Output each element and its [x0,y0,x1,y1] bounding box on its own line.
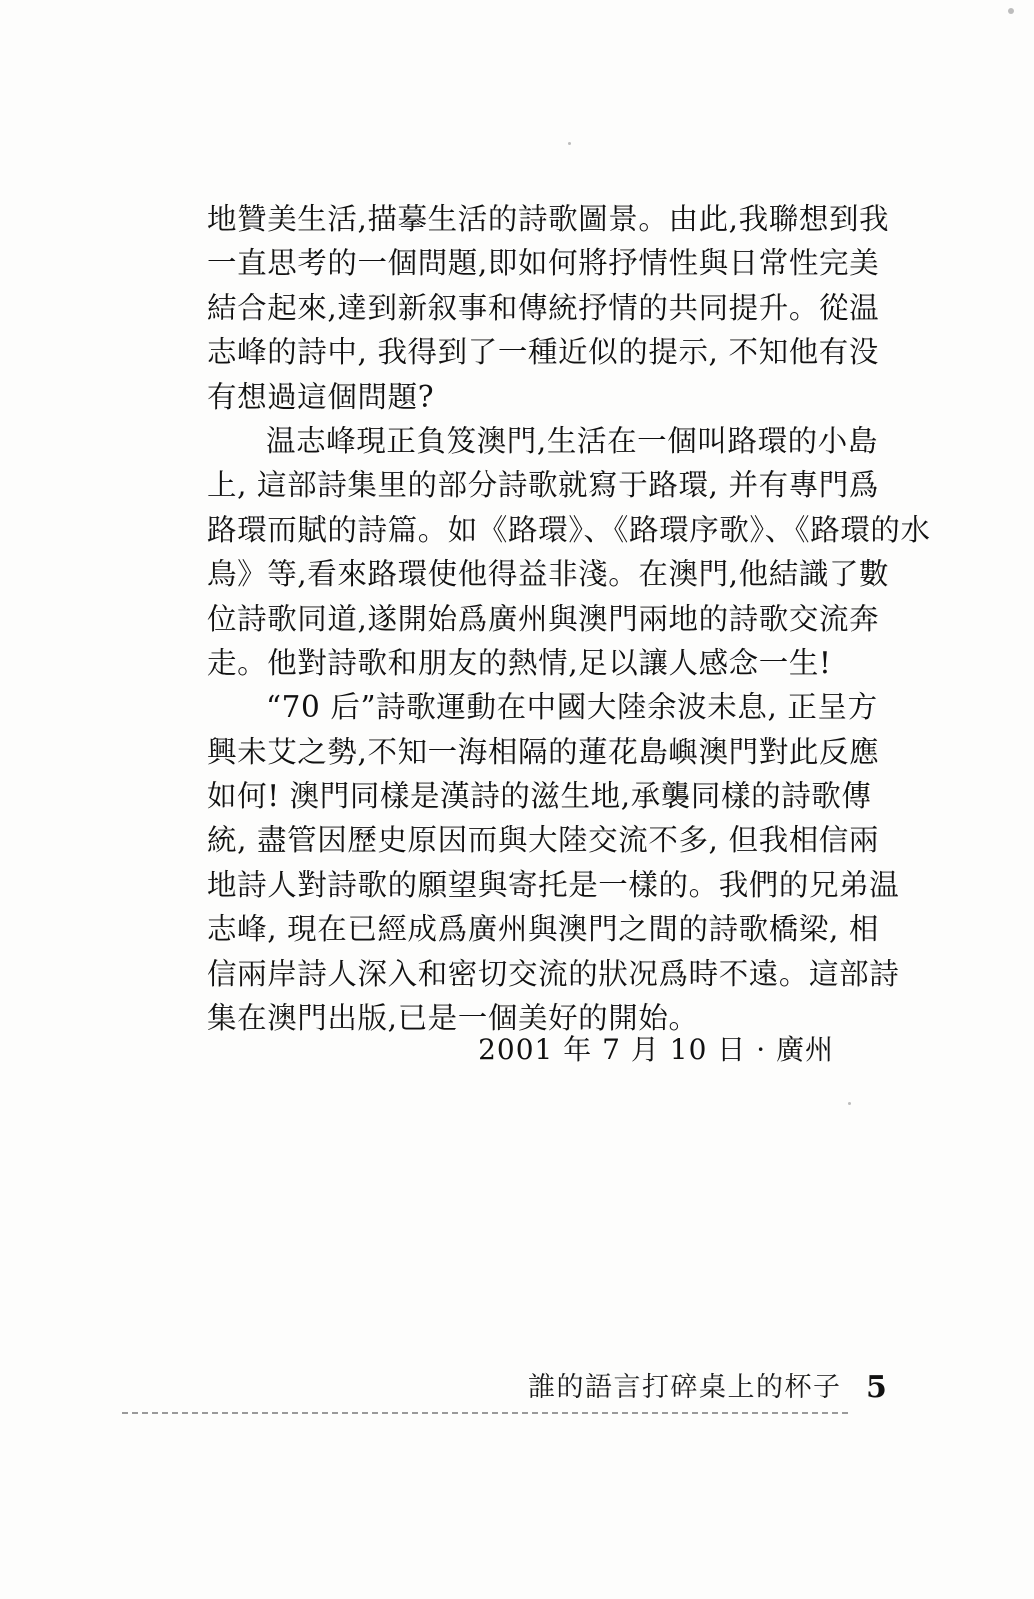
scan-speck [1008,8,1014,14]
paragraph-start-line: 温志峰現正負笈澳門,生活在一個叫路環的小島 [266,423,878,458]
text-line: 鳥》等,看來路環使他得益非淺。在澳門,他結識了數 [207,557,890,592]
running-footer-title: 誰的語言打碎桌上的杯子 [528,1372,842,1403]
text-line: 走。他對詩歌和朋友的熱情,足以讓人感念一生! [207,645,832,680]
text-line: 興未艾之勢,不知一海相隔的蓮花島嶼澳門對此反應 [207,734,880,769]
text-line: 志峰的詩中, 我得到了一種近似的提示, 不知他有没 [207,335,880,370]
text-line: 一直思考的一個問題,即如何將抒情性與日常性完美 [207,246,880,281]
text-line: 上, 這部詩集里的部分詩歌就寫于路環, 并有專門爲 [207,468,880,503]
text-line: 有想過這個問題? [207,379,435,414]
text-line: 地贊美生活,描摹生活的詩歌圖景。由此,我聯想到我 [207,202,890,236]
body-text [207,197,931,1040]
text-line: 地詩人對詩歌的願望與寄托是一樣的。我們的兄弟温 [207,867,900,902]
paragraph-start-line: “70 后”詩歌運動在中國大陸余波未息, 正呈方 [266,690,878,725]
text-line: 位詩歌同道,遂開始爲廣州與澳門兩地的詩歌交流奔 [207,601,880,636]
scan-speck [848,1102,851,1105]
text-line: 結合起來,達到新叙事和傳統抒情的共同提升。從温 [207,290,880,325]
text-line: 統, 盡管因歷史原因而與大陸交流不多, 但我相信兩 [207,823,880,858]
text-line: 志峰, 現在已經成爲廣州與澳門之間的詩歌橋梁, 相 [207,912,880,947]
text-line: 集在澳門出版,已是一個美好的開始。 [207,1001,699,1036]
date-signature: 2001 年 7 月 10 日 · 廣州 [478,1033,834,1066]
text-line: 路環而賦的詩篇。如《路環》、《路環序歌》、《路環的水 [207,512,931,547]
footer-divider [122,1412,848,1414]
text-line: 如何! 澳門同樣是漢詩的滋生地,承襲同樣的詩歌傳 [207,779,872,814]
scan-speck [568,142,571,145]
text-line: 信兩岸詩人深入和密切交流的狀况爲時不遠。這部詩 [207,956,900,991]
page-number: 5 [866,1370,887,1405]
